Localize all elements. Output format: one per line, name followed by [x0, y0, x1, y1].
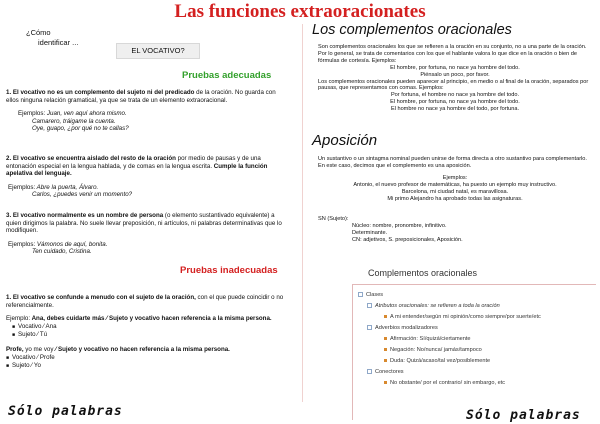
bad1-ex2-bold: Profe, [6, 345, 24, 353]
para-1: Son complementos oracionales los que se refieren a la oración en su conjunto, no a una parte de la oración. [318, 44, 587, 50]
para-4-ex-0: Antonio, el nuevo profesor de matemáticas, ha puesto un ejemplo muy instructivo. [353, 181, 557, 188]
mm-node-adv-2: Duda: Quizá/acaso/tal vez/posiblemente [358, 356, 541, 367]
mindmap-tree [358, 290, 541, 389]
sn-item-2: CN: adjetivos, S. preposicionales, Aposición. [352, 236, 463, 243]
para-3-ex-1: El hombre, por fortuna, no nace ya hombre del todo. [390, 99, 520, 106]
para-aposicion [318, 156, 592, 202]
right-column [312, 22, 598, 422]
bullet-square-icon [384, 315, 387, 318]
sn-item-0: Núcleo: nombre, pronombre, infinitivo. [352, 222, 447, 229]
expand-box-icon [367, 325, 372, 330]
intro-line-2: identificar ... [38, 38, 79, 47]
mindmap-line-vertical [352, 284, 353, 420]
para-4-label: Ejemplos: [442, 174, 468, 181]
vocative-box: EL VOCATIVO? [116, 43, 200, 59]
sn-item-1: Determinante. [352, 229, 388, 236]
mm-node-conectores: Conectores [358, 367, 541, 378]
bad1-bold: El vocativo se confunde a menudo con el sujeto de la oración, [12, 294, 196, 301]
good1-bold: El vocativo no es un complemento del sujeto ni del predicado [12, 89, 195, 96]
good-test-3 [6, 212, 286, 256]
mm-node-conectores-sub: No obstante/ por el contrario/ sin embargo, etc [358, 378, 541, 389]
good3-bold: El vocativo normalmente es un nombre de persona [12, 212, 164, 219]
heading-bad-tests: Pruebas inadecuadas [180, 265, 278, 276]
brand-logo-right: Sólo palabras [466, 408, 581, 423]
good2-ex-1: Carlos, ¿puedes venir un momento? [32, 191, 133, 199]
bad1-num: 1. [6, 294, 12, 301]
good3-ex-0: Vámonos de aquí, bonita. [36, 240, 108, 248]
good2-num: 2. [6, 155, 12, 162]
mm-node-clases: Clases [358, 290, 541, 301]
good1-num: 1. [6, 89, 12, 96]
good1-ex-1: Camarero, tráigame la cuenta. [32, 117, 116, 125]
mm-node-adv-0: Afirmación: Sí/quizá/ciertamente [358, 334, 541, 345]
bad-test-1 [6, 294, 286, 371]
good3-rest: (o elemento sustantivado equivalente) a quien dirigimos la palabra. No suele llevar preposición, ni artículos, ni palabras determinativas que lo modifiquen. [6, 212, 282, 235]
mm-node-atributos-sub: A mi entender/según mi opinión/como siempre/por suerte/etc [358, 312, 541, 323]
para-2-ex-1: Piénsalo un poco, por favor. [420, 71, 490, 78]
good2-rest: por medio de pausas y de una entonación especial en la lengua hablada, y de comas en la lengua escrita. [6, 155, 261, 170]
para-2-ex-0: El hombre, por fortuna, no nace ya hombre del todo. [390, 64, 520, 71]
mindmap-title: Complementos oracionales [368, 268, 478, 278]
good1-rest: de la oración. No guarda con ellos ninguna relación gramatical, ya que se trata de un elemento extraoracional. [6, 89, 276, 104]
bad1-ex2-bold2: ⁄ Sujeto y vocativo no hacen referencia a la misma persona. [53, 345, 230, 353]
para-2: Por lo general, se trata de comentarios con los que el hablante valora lo que dice en la oración o bien de fórmulas de cortesía. Ejemplos: [318, 50, 578, 64]
bullet-square-icon [384, 348, 387, 351]
bad1-rest: con el que puede coincidir o no referencialmente. [6, 294, 284, 309]
intro-line-1: ¿Cómo [26, 28, 51, 37]
good2-ex-0: Abre la puerta, Álvaro. [36, 183, 99, 191]
heading-aposicion: Aposición [312, 132, 378, 149]
page-title: Las funciones extraoracionates [174, 1, 426, 22]
para-4-ex-1: Barcelona, mi ciudad natal, es maravillosa. [401, 188, 509, 195]
sn-block [318, 216, 592, 244]
expand-box-icon [367, 303, 372, 308]
bad1-ex1-item-0: ■ Vocativo ⁄ Ana [6, 323, 286, 332]
para-3-ex-2: El hombre no nace ya hombre del todo, por fortuna. [390, 106, 520, 113]
good2-bold: El vocativo se encuentra aislado del resto de la oración [12, 155, 176, 162]
sn-label: SN (Sujeto): [318, 216, 349, 222]
good3-num: 3. [6, 212, 12, 219]
bullet-square-icon [384, 381, 387, 384]
left-column [4, 22, 298, 402]
mm-node-adv-1: Negación: No/nunca/ jamás/tampoco [358, 345, 541, 356]
bad1-ex2-rest: yo me voy [23, 345, 54, 353]
para-3-ex-0: Por fortuna, el hombre no nace ya hombre del todo. [390, 92, 520, 99]
good3-ex-label: Ejemplos: [8, 240, 36, 248]
para-complementos [318, 44, 592, 113]
good1-ex-label: Ejemplos: [18, 110, 46, 118]
bad1-ex2-item-0: ■ Vocativo ⁄ Profe [6, 354, 286, 363]
good-test-1 [6, 89, 286, 133]
mindmap-line-horizontal [352, 284, 596, 285]
intro-question [26, 28, 78, 48]
bad1-ex1-label: Ejemplo: [6, 315, 31, 323]
good1-ex-2: Oye, guapo, ¿por qué no te callas? [32, 125, 129, 133]
para-4: Un sustantivo o un sintagma nominal pueden unirse de forma directa a otro sustantivo para complementarlo. En este caso, decimos que el complemento es una aposición. [318, 156, 587, 169]
bad1-ex1-bold: Ana, debes cuidarte más ⁄ Sujeto y vocativo hacen referencia a la misma persona. [30, 315, 272, 323]
heading-good-tests: Pruebas adecuadas [182, 70, 272, 81]
bullet-square-icon [384, 337, 387, 340]
mm-node-adverbios: Adverbios modalizadores [358, 323, 541, 334]
good1-ex-0: Juan, ven aquí ahora mismo. [46, 110, 127, 118]
expand-box-icon [367, 369, 372, 374]
mm-node-atributos: Atributos oracionales: se refieren a toda la oración [358, 301, 541, 312]
expand-box-icon [358, 292, 363, 297]
good2-bold2: Cumple la función apelativa del lenguaje. [6, 162, 268, 178]
bad1-ex2-item-1: ■ Sujeto ⁄ Yo [6, 362, 286, 371]
column-divider [302, 24, 303, 402]
bullet-square-icon [384, 359, 387, 362]
good2-ex-label: Ejemplos: [8, 183, 36, 191]
good-test-2 [6, 155, 286, 199]
para-4-ex-2: Mi primo Alejandro ha aprobado todas las asignaturas. [387, 195, 523, 202]
heading-complementos: Los complementos oracionales [312, 22, 512, 38]
para-3: Los complementos oracionales pueden aparecer al principio, en medio o al final de la oración, separados por pausas, que representamos con comas. Ejemplos: [318, 78, 589, 92]
brand-logo-left: Sólo palabras [8, 404, 123, 419]
bad1-ex1-item-1: ■ Sujeto ⁄ Tú [6, 331, 286, 340]
good3-ex-1: Ten cuidado, Cristina. [32, 248, 92, 256]
